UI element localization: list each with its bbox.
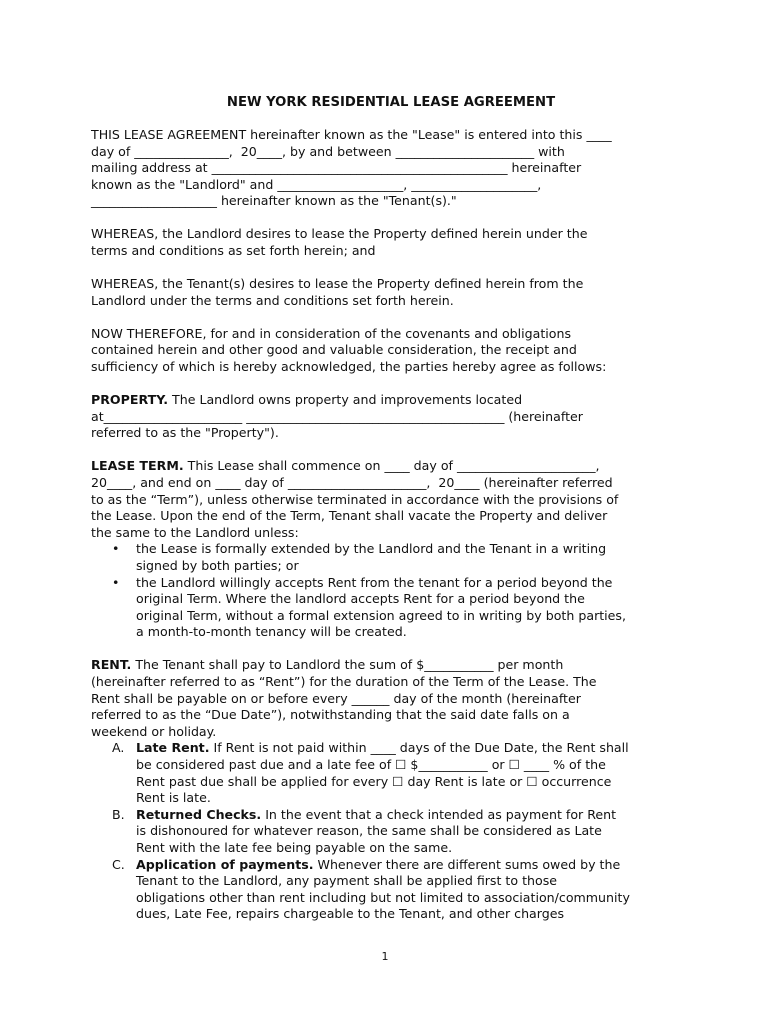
rent-item-application-of-payments (112, 856, 691, 923)
intro-paragraph (91, 127, 691, 210)
text-line: NOW THEREFORE, for and in consideration of the covenants and obligations (91, 325, 572, 341)
text-line: WHEREAS, the Tenant(s) desires to lease the Property defined herein from the (91, 276, 584, 292)
text-line: signed by both parties; or (136, 557, 299, 573)
text-line: (hereinafter referred to as “Rent”) for the duration of the Term of the Lease. The (91, 674, 597, 690)
text-line: day of _______________, 20____, by and between ______________________ with (91, 143, 565, 159)
list-item (136, 541, 691, 574)
text-line: at______________________ _________________________________________ (hereinafter (91, 408, 583, 424)
property-heading: PROPERTY. (91, 392, 169, 408)
text-line: Rent is late. (136, 790, 211, 806)
text-line: the Lease. Upon the end of the Term, Tenant shall vacate the Property and deliver (91, 508, 608, 524)
text-line: Rent with the late fee being payable on the same. (136, 839, 453, 855)
text-line: is dishonoured for whatever reason, the same shall be considered as Late (136, 823, 602, 839)
rent-heading: RENT. (91, 657, 132, 673)
now-therefore-paragraph (91, 326, 691, 376)
rent-item-late-rent (112, 740, 691, 806)
text-line: to as the “Term”), unless otherwise terminated in accordance with the provisions of (91, 491, 619, 507)
text-line: Rent past due shall be applied for every ☐ day Rent is late or ☐ occurrence (136, 773, 612, 789)
text-line: ____________________ hereinafter known as the "Tenant(s)." (91, 193, 457, 209)
text-line: known as the "Landlord" and ____________________, ____________________, (91, 176, 542, 192)
text-line (136, 857, 691, 874)
text-line: contained herein and other good and valuable consideration, the receipt and (91, 342, 577, 358)
text-line (91, 392, 691, 409)
text-line (91, 458, 691, 475)
application-of-payments-heading: Application of payments. (136, 856, 314, 872)
text-line (136, 740, 691, 757)
text-line: • the Landlord willingly accepts Rent from the tenant for a period beyond the (136, 574, 613, 590)
text-line: Rent shall be payable on or before every ______ day of the month (hereinafter (91, 690, 581, 706)
rent-first-line: The Tenant shall pay to Landlord the sum of $___________ per month (131, 657, 564, 673)
text-line: obligations other than rent including but not limited to association/community (136, 889, 630, 905)
document-title: NEW YORK RESIDENTIAL LEASE AGREEMENT (226, 95, 556, 110)
text-line (136, 807, 691, 824)
text-line: weekend or holiday. (91, 723, 217, 739)
rent-subsections (91, 740, 691, 923)
document-body (91, 94, 691, 923)
property-first-line: The Landlord owns property and improvements located (168, 392, 523, 408)
text-line: dues, Late Fee, repairs chargeable to the Tenant, and other charges (136, 906, 565, 922)
lease-term-bullets (91, 541, 691, 641)
late-rent-heading: Late Rent. (136, 740, 210, 756)
text-line: original Term. Where the landlord accepts Rent for a period beyond the (136, 591, 585, 607)
text-line: WHEREAS, the Landlord desires to lease the Property defined herein under the (91, 226, 588, 242)
property-section (91, 392, 691, 442)
rent-item-returned-checks (112, 806, 691, 857)
text-line: original Term, without a formal extension agreed to in writing by both parties, (136, 607, 626, 623)
text-line: 20____, and end on ____ day of ______________________, 20____ (hereinafter referred (91, 475, 613, 490)
text-line: mailing address at _______________________________________________ hereinafter (91, 160, 582, 176)
rent-section (91, 657, 691, 923)
application-of-payments-first-line: Whenever there are different sums owed by the (313, 856, 621, 872)
lease-term-first-line: This Lease shall commence on ____ day of ______________________, (183, 458, 600, 474)
list-marker: B. (112, 806, 125, 822)
text-line: a month-to-month tenancy will be created. (136, 624, 407, 640)
text-line (91, 657, 691, 674)
returned-checks-first-line: In the event that a check intended as payment for Rent (261, 806, 617, 822)
whereas-tenant-paragraph (91, 276, 691, 309)
text-line: referred to as the "Property"). (91, 425, 279, 441)
late-rent-first-line: If Rent is not paid within ____ days of the Due Date, the Rent shall (209, 740, 629, 756)
list-item (136, 575, 691, 641)
page-number: 1 (381, 950, 389, 963)
text-line: Tenant to the Landlord, any payment shall be applied first to those (136, 873, 558, 889)
text-line: the same to the Landlord unless: (91, 524, 299, 540)
lease-term-heading: LEASE TERM. (91, 458, 184, 474)
text-line: be considered past due and a late fee of ☐ $___________ or ☐ ____ % of the (136, 757, 606, 772)
text-line: THIS LEASE AGREEMENT hereinafter known as the "Lease" is entered into this ____ (91, 127, 612, 142)
text-line: Landlord under the terms and conditions set forth herein. (91, 292, 454, 308)
list-marker: C. (112, 856, 125, 872)
text-line: • the Lease is formally extended by the Landlord and the Tenant in a writing (136, 541, 607, 557)
lease-term-section (91, 458, 691, 641)
text-line: referred to as the “Due Date”), notwithstanding that the said date falls on a (91, 707, 570, 723)
text-line: terms and conditions as set forth herein; and (91, 243, 376, 259)
whereas-landlord-paragraph (91, 226, 691, 259)
list-marker: A. (112, 740, 125, 756)
returned-checks-heading: Returned Checks. (136, 806, 262, 822)
text-line: sufficiency of which is hereby acknowledged, the parties hereby agree as follows: (91, 359, 607, 375)
